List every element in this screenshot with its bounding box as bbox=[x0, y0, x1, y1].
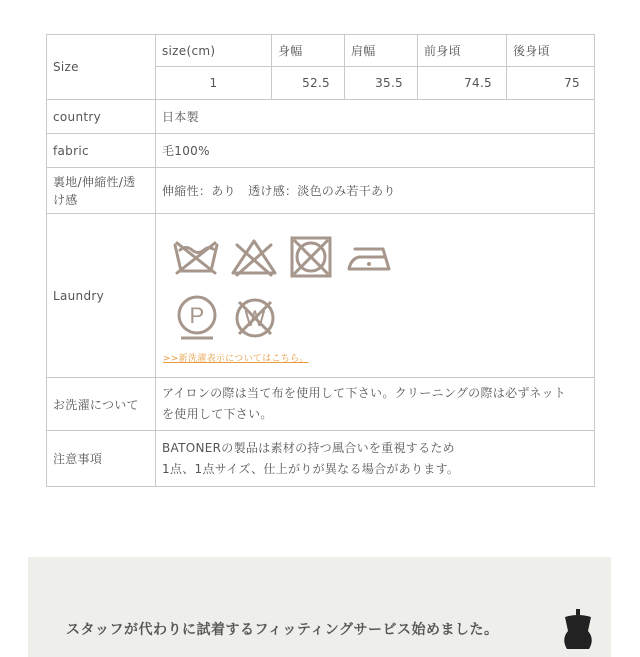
country-row bbox=[47, 100, 595, 134]
laundry-row bbox=[47, 214, 595, 378]
svg-text:P: P bbox=[189, 303, 205, 328]
size-value-width: 52.5 bbox=[272, 67, 345, 100]
lining-label bbox=[47, 168, 156, 214]
care-line2: を使用して下さい。 bbox=[162, 407, 273, 421]
lining-value: 伸縮性：あり 透け感：淡色のみ若干あり bbox=[156, 168, 595, 214]
fabric-value: 毛100% bbox=[156, 134, 595, 168]
size-header-shoulder: 肩幅 bbox=[345, 35, 418, 67]
fabric-label: fabric bbox=[47, 134, 156, 168]
fitting-service-banner[interactable] bbox=[28, 557, 611, 657]
dress-form-icon bbox=[561, 609, 595, 649]
care-line1: アイロンの際は当て布を使用して下さい。クリーニングの際は必ずネット bbox=[162, 386, 567, 400]
notes-line1: BATONERの製品は素材の持つ風合いを重視するため bbox=[162, 440, 455, 455]
size-header-cm: size(cm) bbox=[156, 35, 272, 67]
size-header-width: 身幅 bbox=[272, 35, 345, 67]
country-value: 日本製 bbox=[156, 100, 595, 134]
notes-row bbox=[47, 431, 595, 487]
no-wet-clean-icon bbox=[231, 294, 279, 342]
notes-value bbox=[156, 431, 595, 487]
care-label: お洗濯について bbox=[47, 378, 156, 431]
size-value-back: 75 bbox=[507, 67, 595, 100]
size-value-cm: 1 bbox=[156, 67, 272, 100]
size-value-shoulder: 35.5 bbox=[345, 67, 418, 100]
svg-text:W: W bbox=[244, 306, 266, 331]
fabric-row bbox=[47, 134, 595, 168]
laundry-icons-row-1 bbox=[171, 235, 588, 279]
spec-table bbox=[46, 34, 595, 487]
notes-label: 注意事項 bbox=[47, 431, 156, 487]
no-tumble-dry-icon bbox=[289, 235, 333, 279]
country-label: country bbox=[47, 100, 156, 134]
laundry-label: Laundry bbox=[47, 214, 156, 378]
lining-row bbox=[47, 168, 595, 214]
no-bleach-icon bbox=[229, 237, 279, 277]
dry-clean-p-icon bbox=[173, 293, 221, 343]
banner-text: スタッフが代わりに試着するフィッティングサービス始めました。 bbox=[66, 622, 499, 638]
size-value-front: 74.5 bbox=[418, 67, 507, 100]
lining-label-line2: け感 bbox=[53, 192, 78, 207]
laundry-icons-row-2 bbox=[173, 293, 588, 343]
notes-line2: 1点、1点サイズ、仕上がりが異なる場合があります。 bbox=[162, 461, 460, 476]
care-row bbox=[47, 378, 595, 431]
care-value bbox=[156, 378, 595, 431]
low-iron-icon bbox=[345, 237, 395, 277]
lining-label-line1: 裏地/伸縮性/透 bbox=[53, 174, 136, 189]
size-header-front: 前身頃 bbox=[418, 35, 507, 67]
laundry-icons bbox=[156, 214, 595, 378]
no-wash-icon bbox=[171, 237, 221, 277]
laundry-info-link[interactable]: >>新洗濯表示についてはこちら。 bbox=[163, 354, 309, 364]
size-header-back: 後身頃 bbox=[507, 35, 595, 67]
size-label: Size bbox=[47, 35, 156, 100]
size-header-row bbox=[47, 35, 595, 67]
